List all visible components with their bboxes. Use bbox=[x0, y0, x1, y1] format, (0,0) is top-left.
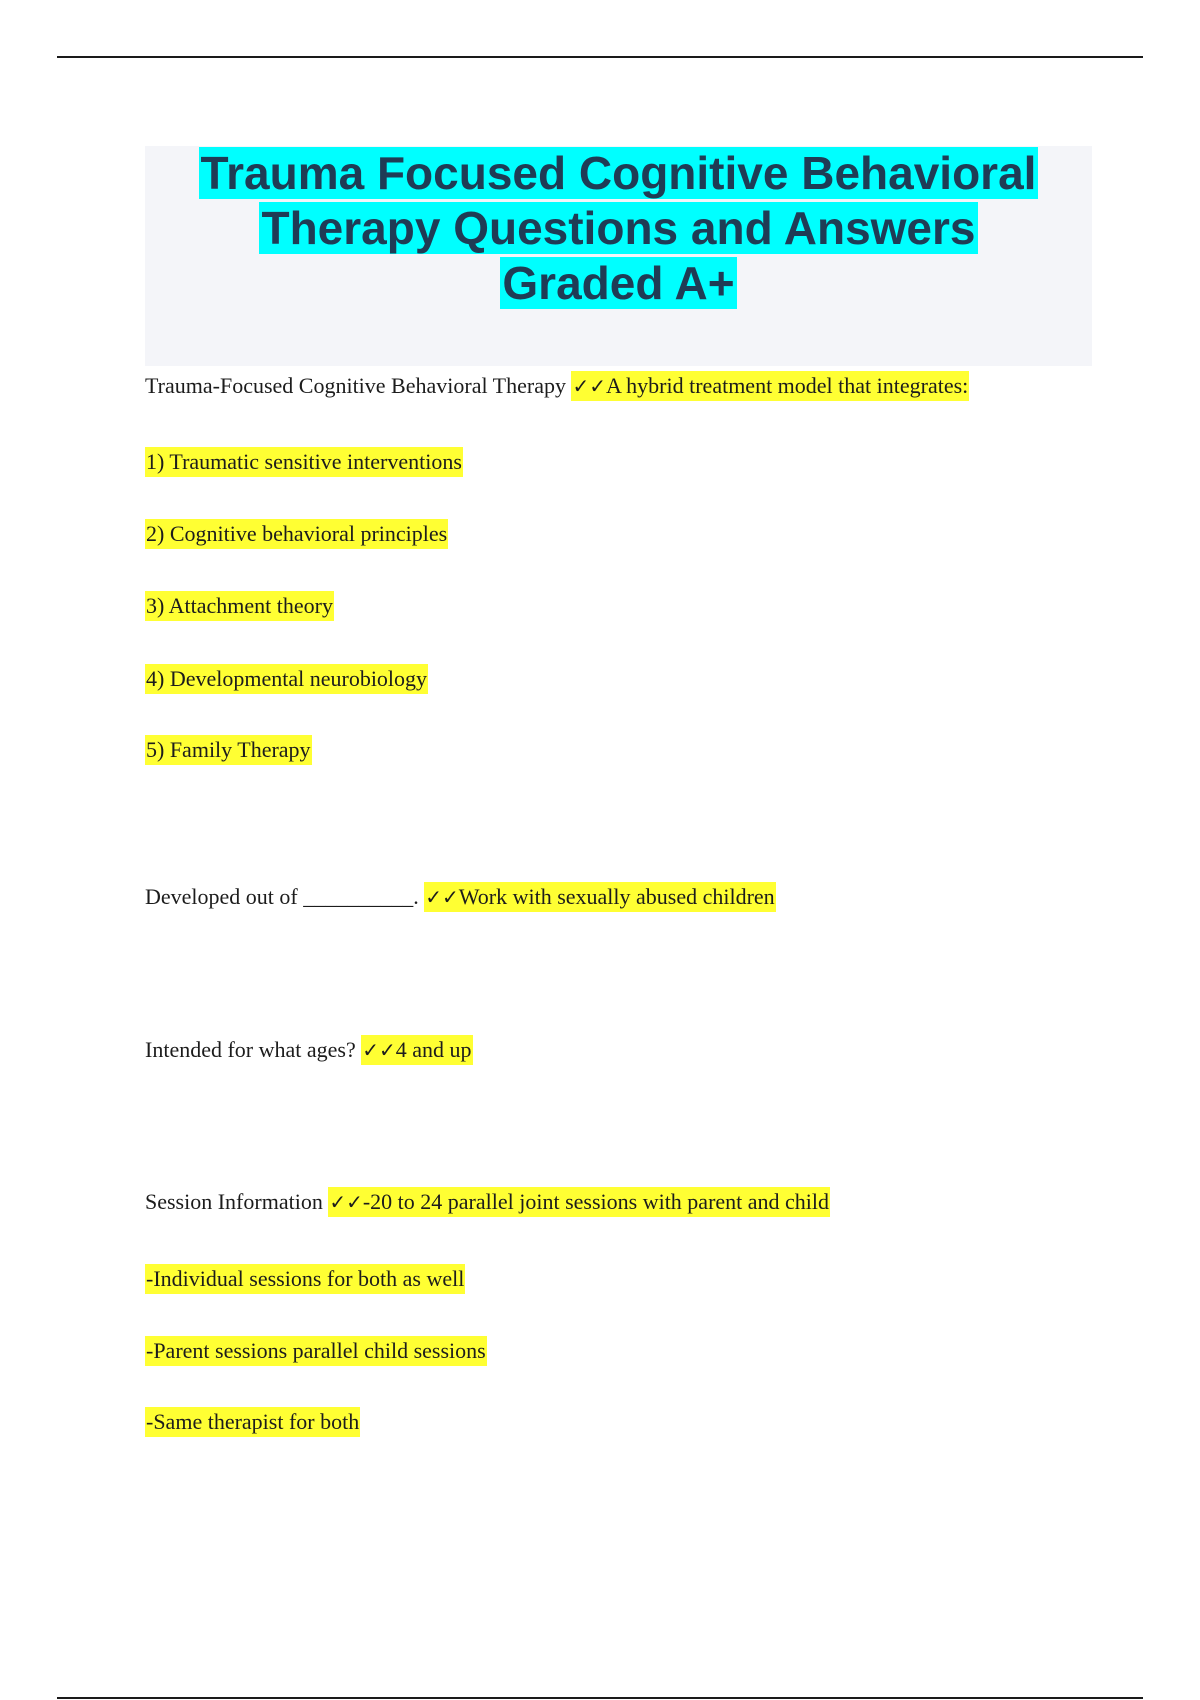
check-icon: ✓✓ bbox=[362, 1038, 396, 1062]
qa-item bbox=[145, 371, 969, 401]
title-line-1: Trauma Focused Cognitive Behavioral bbox=[200, 147, 1037, 199]
qa-item bbox=[145, 882, 776, 912]
question-text: Trauma-Focused Cognitive Behavioral Therapy bbox=[145, 373, 572, 398]
title-line-3: Graded A+ bbox=[502, 257, 735, 309]
answer-text: 4 and up bbox=[395, 1037, 472, 1062]
answer-list-item: 1) Traumatic sensitive interventions bbox=[145, 447, 463, 477]
check-icon: ✓✓ bbox=[329, 1190, 363, 1214]
check-icon: ✓✓ bbox=[572, 374, 606, 398]
answer-list-item: 4) Developmental neurobiology bbox=[145, 664, 428, 694]
answer-list-item: -Individual sessions for both as well bbox=[145, 1264, 465, 1294]
answer-text: Work with sexually abused children bbox=[458, 884, 775, 909]
question-text: Developed out of __________. bbox=[145, 884, 425, 909]
question-text: Session Information bbox=[145, 1189, 329, 1214]
answer-highlight bbox=[328, 1187, 830, 1217]
check-icon: ✓✓ bbox=[425, 885, 459, 909]
answer-highlight bbox=[571, 371, 969, 401]
question-text: Intended for what ages? bbox=[145, 1037, 362, 1062]
footer-rule bbox=[57, 1697, 1143, 1699]
answer-highlight bbox=[424, 882, 775, 912]
answer-text: -20 to 24 parallel joint sessions with parent and child bbox=[362, 1189, 830, 1214]
answer-highlight bbox=[361, 1035, 472, 1065]
answer-list-item: 3) Attachment theory bbox=[145, 591, 334, 621]
answer-list-item: -Same therapist for both bbox=[145, 1407, 360, 1437]
title-line-2: Therapy Questions and Answers bbox=[261, 202, 976, 254]
answer-list-item: 2) Cognitive behavioral principles bbox=[145, 519, 448, 549]
answer-list-item: 5) Family Therapy bbox=[145, 735, 312, 765]
header-rule bbox=[57, 56, 1143, 58]
qa-item bbox=[145, 1035, 473, 1065]
document-title bbox=[145, 146, 1092, 311]
answer-list-item: -Parent sessions parallel child sessions bbox=[145, 1336, 487, 1366]
qa-item bbox=[145, 1187, 830, 1217]
answer-text: A hybrid treatment model that integrates: bbox=[606, 373, 969, 398]
